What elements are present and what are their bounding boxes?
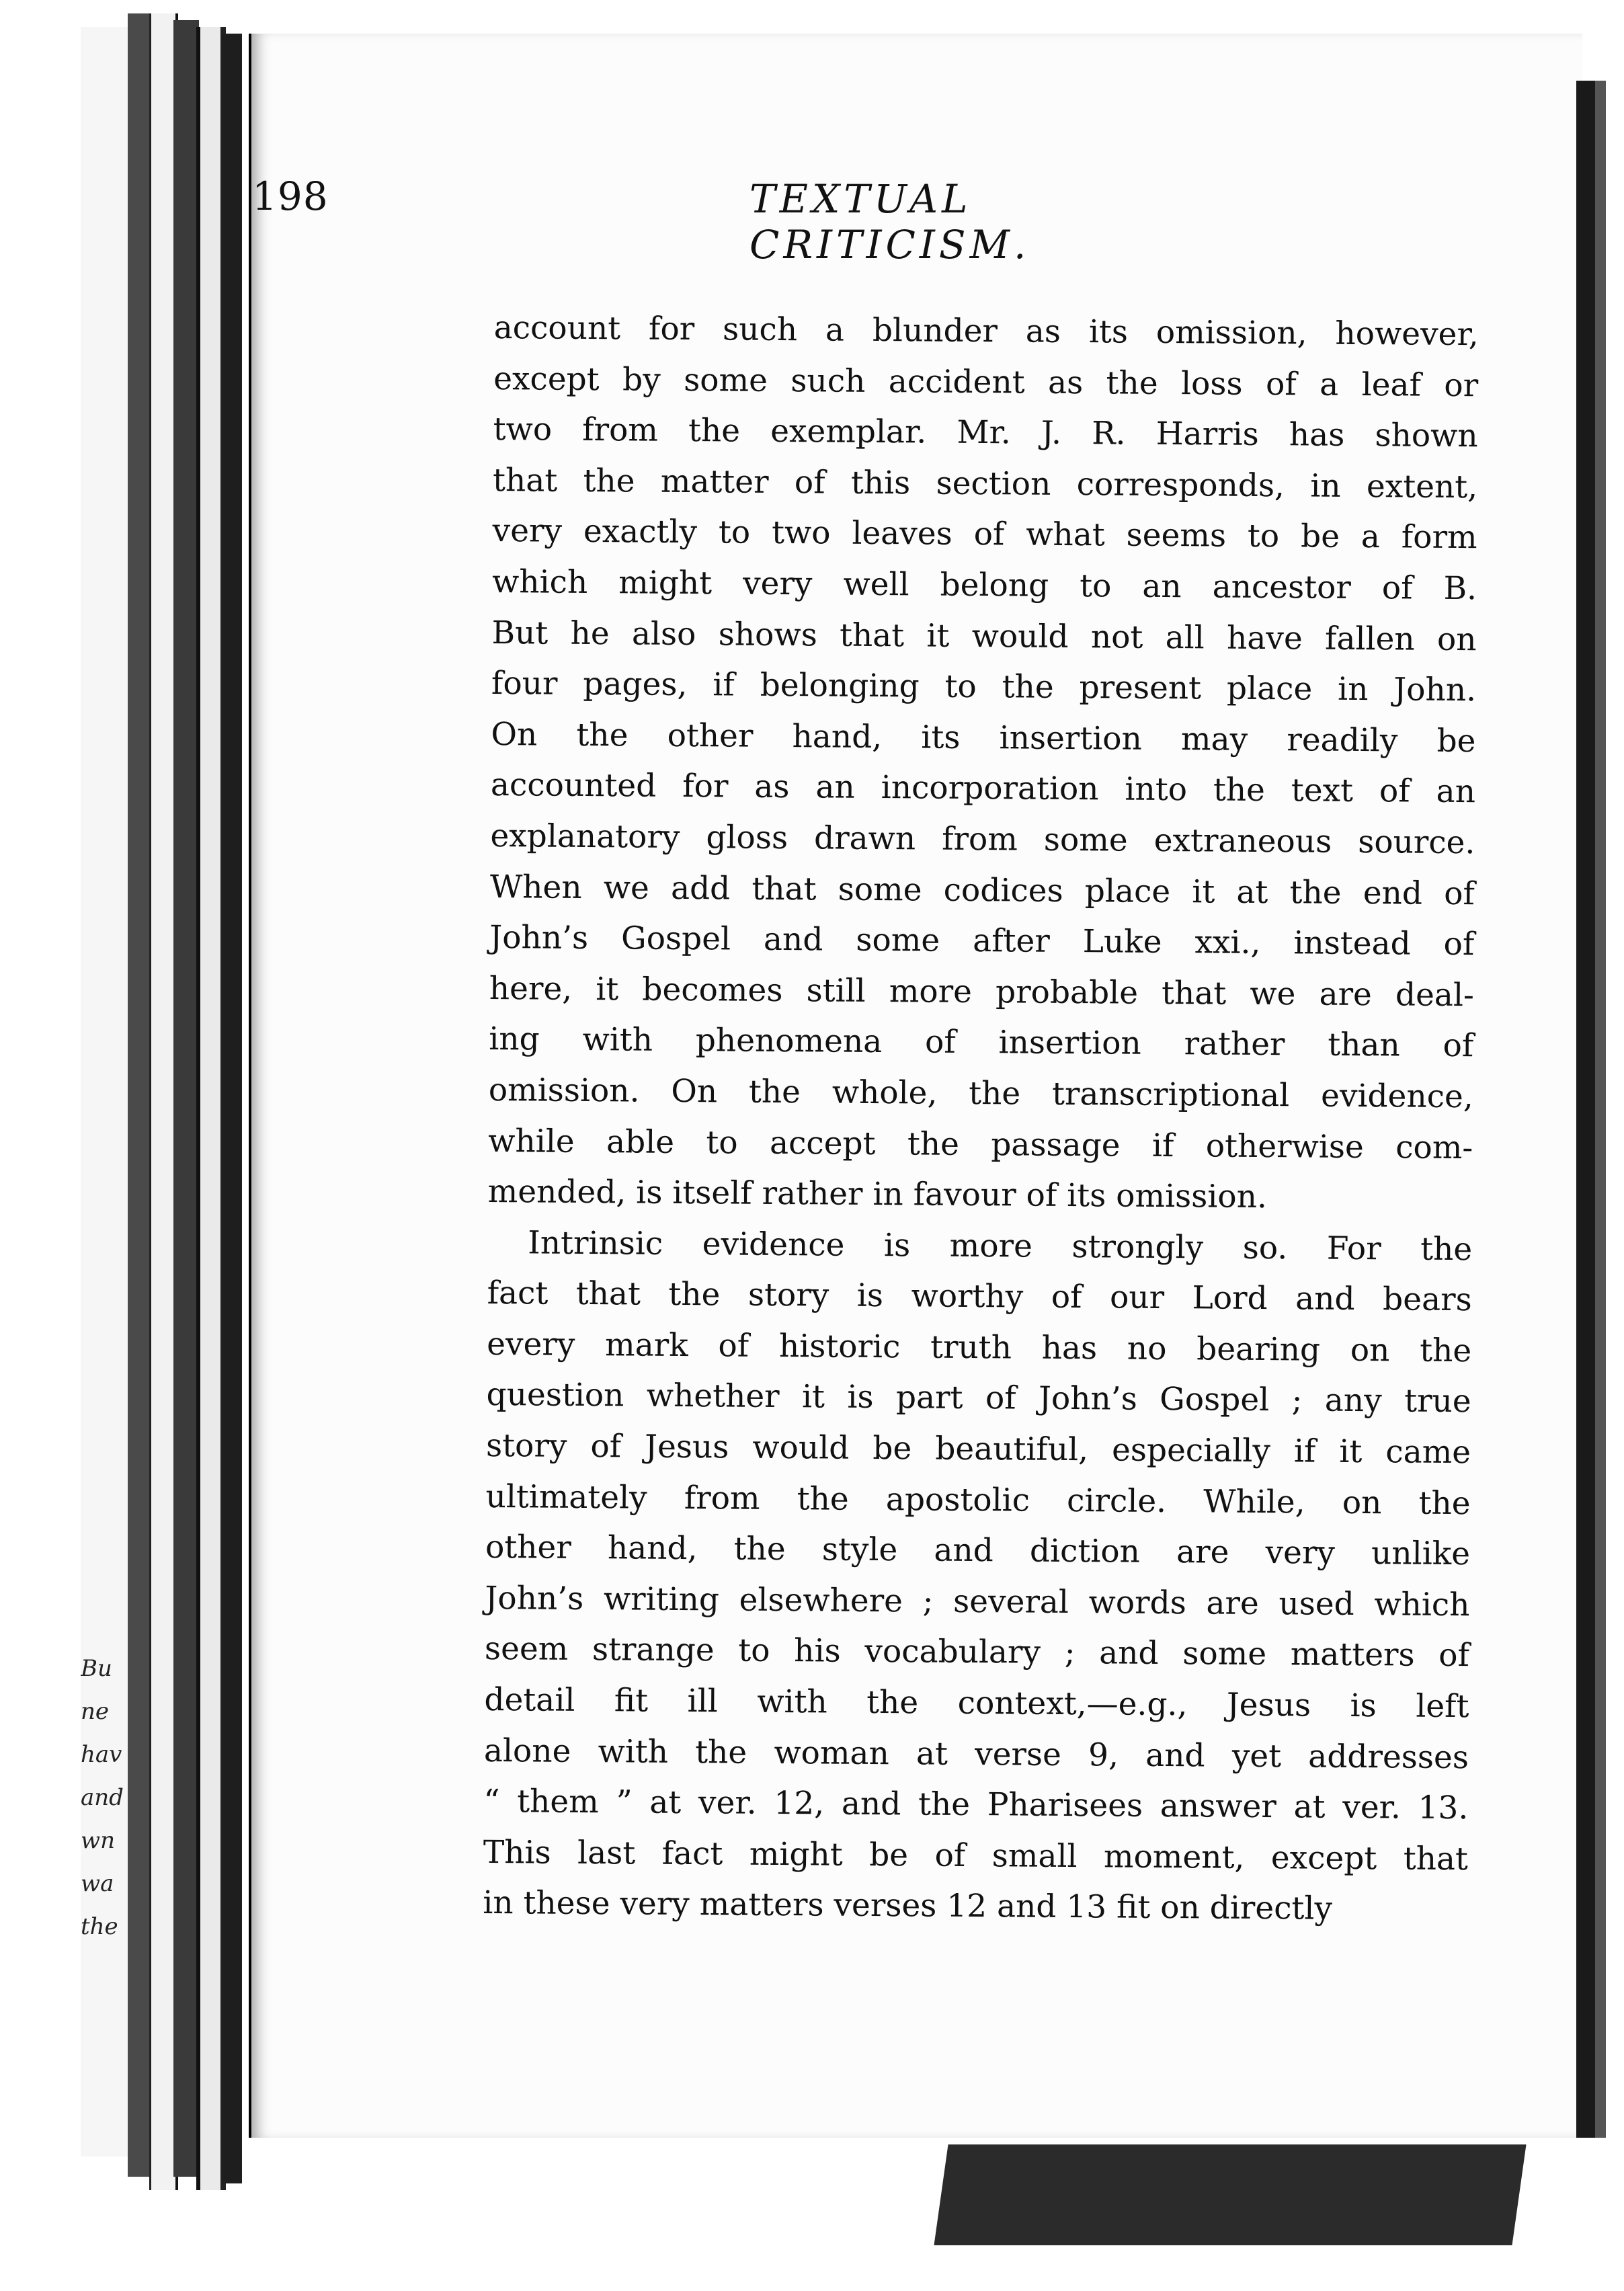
text-line: that the matter of this section corresponds, in extent, (492, 461, 1478, 506)
text-line: every mark of historic truth has no bearing on the (486, 1325, 1472, 1370)
text-line: accounted for as an incorporation into the text of an (490, 766, 1476, 811)
text-line: story of Jesus would be beautiful, especially if it came (485, 1427, 1471, 1472)
text-line: John’s Gospel and some after Luke xxi., instead of (489, 919, 1475, 963)
text-line: “ them ” at ver. 12, and the Pharisees answer at ver. 13. (483, 1783, 1469, 1827)
paragraph-start-line: Intrinsic evidence is more strongly so. For the (528, 1224, 1473, 1268)
margin-mark: ne (81, 1698, 110, 1725)
text-line: question whether it is part of John’s Gospel ; any true (486, 1376, 1471, 1420)
page-edge (173, 20, 199, 2177)
text-line: four pages, if belonging to the present place in John. (491, 665, 1477, 709)
margin-annotations (81, 1647, 141, 1997)
text-line: here, it becomes still more probable that we are deal- (489, 969, 1475, 1014)
running-head (252, 173, 1254, 274)
body-text (483, 303, 1479, 1935)
text-line: other hand, the style and diction are very unlike (485, 1529, 1471, 1573)
text-line: But he also shows that it would not all have fallen on (491, 614, 1477, 658)
text-line: ing with phenomena of insertion rather than of (489, 1020, 1474, 1065)
margin-mark: and (81, 1784, 124, 1811)
text-line: two from the exemplar. Mr. J. R. Harris has shown (493, 411, 1478, 455)
page-edge (222, 34, 242, 2183)
text-line: John’s writing elsewhere ; several words are used which (485, 1579, 1470, 1624)
running-title: TEXTUAL CRITICISM. (749, 176, 1030, 268)
text-line: except by some such accident as the loss of a leaf or (493, 360, 1479, 404)
text-line: account for such a blunder as its omission, however, (493, 309, 1479, 354)
scan-shadow (934, 2144, 1526, 2245)
text-line: omission. On the whole, the transcriptional evidence, (488, 1071, 1473, 1116)
text-line: which might very well belong to an ancestor of B. (491, 563, 1477, 608)
text-line: fact that the story is worthy of our Lord and bears (487, 1275, 1472, 1319)
text-line: detail fit ill with the context,—e.g., Jesus is left (484, 1681, 1469, 1726)
margin-mark: Bu (81, 1655, 112, 1682)
text-line: in these very matters verses 12 and 13 fit on directly (483, 1884, 1333, 1928)
binding-shadow (1595, 81, 1606, 2138)
margin-mark: wa (81, 1870, 114, 1897)
text-line: When we add that some codices place it at the end of (489, 868, 1475, 912)
text-line: mended, is itself rather in favour of its omission. (487, 1173, 1268, 1216)
binding-shadow (1576, 81, 1595, 2138)
margin-mark: wn (81, 1827, 115, 1854)
text-line: while able to accept the passage if otherwise com- (488, 1122, 1473, 1166)
margin-mark: hav (81, 1741, 122, 1768)
margin-mark: the (81, 1913, 118, 1940)
text-line: On the other hand, its insertion may readily be (491, 715, 1476, 760)
text-line: explanatory gloss drawn from some extraneous source. (490, 817, 1475, 862)
text-line: alone with the woman at verse 9, and yet addresses (483, 1732, 1469, 1776)
text-line: ultimately from the apostolic circle. While, on the (485, 1478, 1471, 1522)
page-number: 198 (252, 173, 329, 219)
text-line: This last fact might be of small moment, except that (483, 1833, 1469, 1878)
text-line: seem strange to his vocabulary ; and some matters of (484, 1630, 1470, 1675)
text-line: very exactly to two leaves of what seems to be a form (492, 512, 1477, 557)
